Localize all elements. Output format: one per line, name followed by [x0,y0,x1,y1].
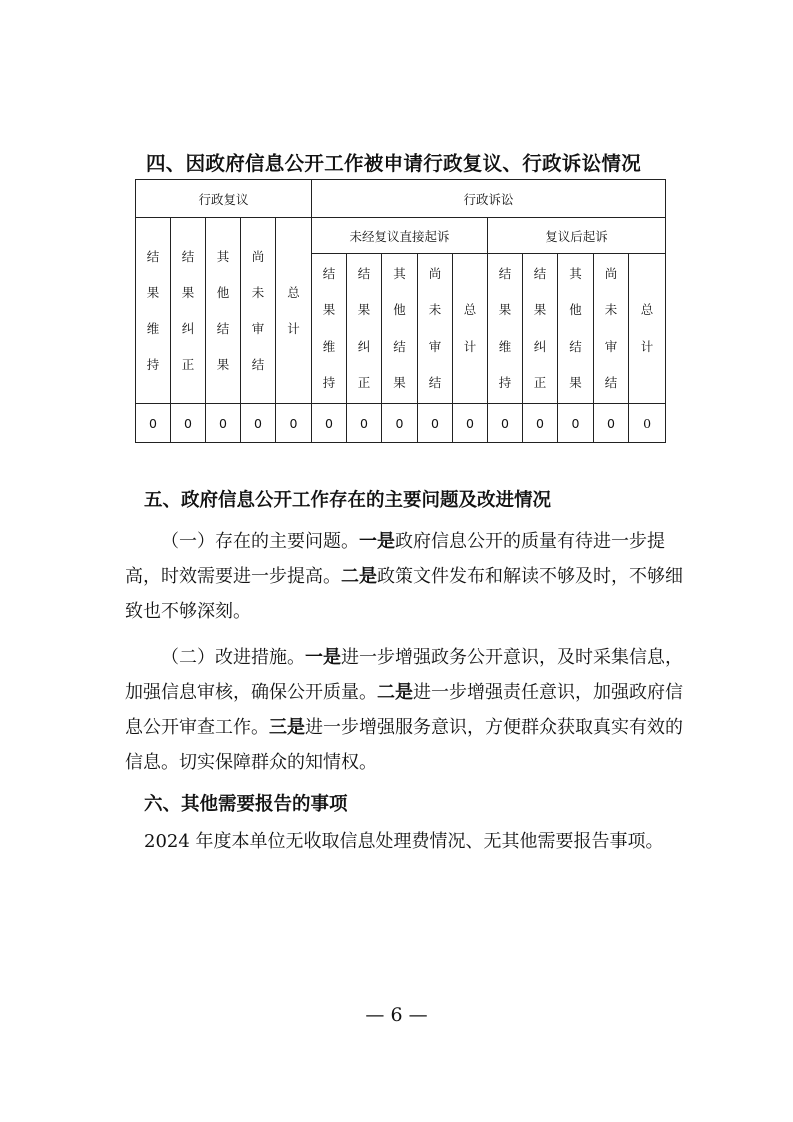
header-after-review-suit: 复议后起诉 [488,218,666,254]
value-cell: 0 [523,404,558,443]
value-cell: 0 [276,404,312,443]
col-pending: 尚未审结 [594,254,629,404]
value-cell: 0 [241,404,276,443]
litigation-table [135,179,666,443]
col-upheld: 结果维持 [312,254,347,404]
section6-title: 六、其他需要报告的事项 [144,794,348,815]
value-cell: 0 [347,404,382,443]
col-pending: 尚未审结 [418,254,453,404]
value-cell: 0 [418,404,453,443]
value-cell: 0 [453,404,488,443]
col-other: 其他结果 [382,254,418,404]
value-cell: 0 [558,404,594,443]
paragraph-problems: （一）存在的主要问题。一是政府信息公开的质量有待进一步提高，时效需要进一步提高。二是政策文件发布和解读不够及时，不够细致也不够深刻。 [125,531,683,622]
col-total: 总计 [276,218,312,404]
value-cell: 0 [312,404,347,443]
col-upheld: 结果维持 [136,218,171,404]
col-corrected: 结果纠正 [171,218,206,404]
value-cell: 0 [594,404,629,443]
header-admin-review: 行政复议 [136,180,312,218]
header-admin-litigation: 行政诉讼 [312,180,666,218]
value-cell: 0 [206,404,241,443]
value-cell: 0 [382,404,418,443]
col-other: 其他结果 [206,218,241,404]
page-number: — 6 — [365,1004,428,1026]
section4-title: 四、因政府信息公开工作被申请行政复议、行政诉讼情况 [146,152,642,175]
col-total: 总计 [453,254,488,404]
value-cell: 0 [136,404,171,443]
col-corrected: 结果纠正 [523,254,558,404]
col-upheld: 结果维持 [488,254,523,404]
col-pending: 尚未审结 [241,218,276,404]
col-other: 其他结果 [558,254,594,404]
value-cell: 0 [171,404,206,443]
col-corrected: 结果纠正 [347,254,382,404]
value-cell: 0 [488,404,523,443]
paragraph-other-matters: 2024 年度本单位无收取信息处理费情况、无其他需要报告事项。 [144,831,664,852]
section5-title: 五、政府信息公开工作存在的主要问题及改进情况 [144,490,552,511]
value-cell: 0 [629,404,666,443]
header-direct-suit: 未经复议直接起诉 [312,218,488,254]
paragraph-measures: （二）改进措施。一是进一步增强政务公开意识，及时采集信息，加强信息审核，确保公开质量。二是进一步增强责任意识，加强政府信息公开审查工作。三是进一步增强服务意识，方便群众获取真实有效的信息。切实保障群众的知情权。 [125,647,683,773]
col-total: 总计 [629,254,666,404]
